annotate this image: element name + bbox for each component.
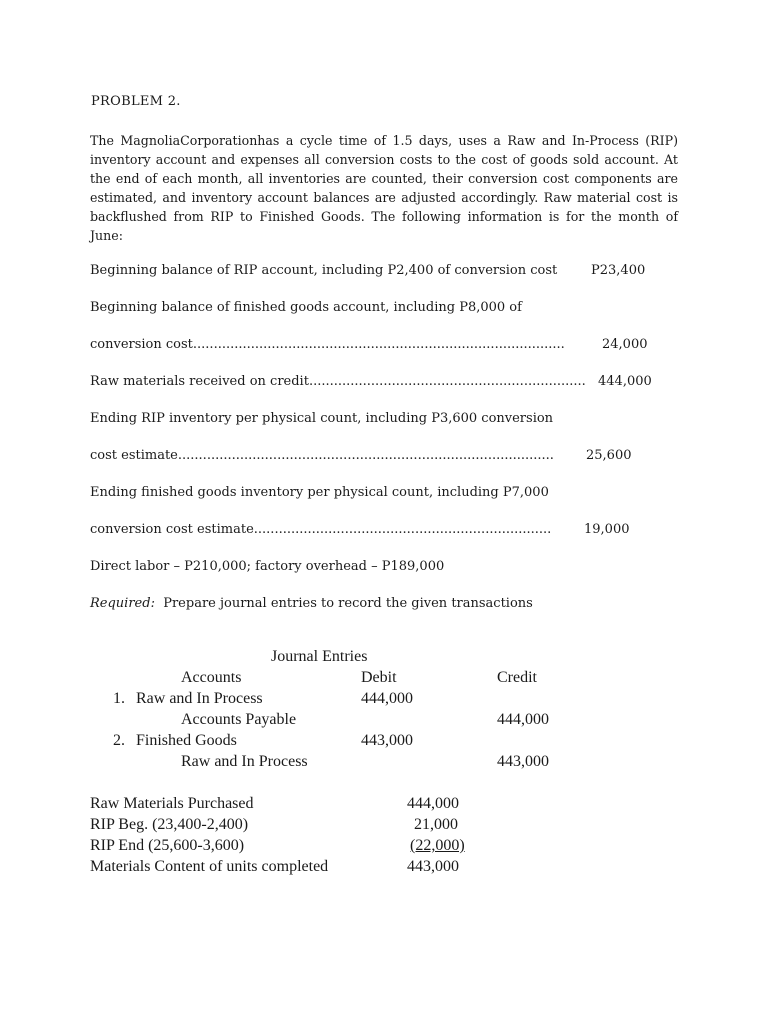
journal-row-4-account: Raw and In Process [181, 753, 308, 770]
recon-row-3-label: RIP End (25,600-3,600) [90, 837, 245, 854]
journal-header-accounts: Accounts [181, 669, 242, 686]
info-line-1-value: P23,400 [591, 263, 646, 278]
required-line [90, 596, 533, 611]
recon-row-3-value: (22,000) [410, 837, 465, 854]
info-line-6-label [90, 448, 554, 463]
journal-row-3-account: Finished Goods [136, 732, 237, 749]
leader-dots: ........................................................................................... [177, 448, 554, 463]
info-line-2-label: Beginning balance of finished goods account, including P8,000 of [90, 300, 522, 315]
journal-row-1-debit: 444,000 [361, 690, 413, 707]
info-line-7-label: Ending finished goods inventory per physical count, including P7,000 [90, 485, 549, 500]
journal-row-1-number: 1. [113, 690, 125, 707]
recon-row-1-value: 444,000 [407, 795, 459, 812]
journal-row-2-account: Accounts Payable [181, 711, 297, 728]
info-line-8-text: conversion cost estimate [90, 522, 254, 537]
info-line-3-label [90, 337, 565, 352]
leader-dots: .......................................................................................... [192, 337, 565, 352]
info-line-4-label [90, 374, 586, 389]
info-line-4-value: 444,000 [598, 374, 652, 389]
journal-header-credit: Credit [497, 669, 537, 686]
recon-row-4-label: Materials Content of units completed [90, 858, 329, 875]
leader-dots: ........................................................................ [253, 522, 552, 537]
recon-row-1-label: Raw Materials Purchased [90, 795, 254, 812]
required-text: Prepare journal entries to record the given transactions [163, 596, 533, 611]
journal-row-1-account: Raw and In Process [136, 690, 263, 707]
info-line-6-value: 25,600 [586, 448, 632, 463]
recon-row-4-value: 443,000 [407, 858, 459, 875]
info-line-5-label: Ending RIP inventory per physical count, including P3,600 conversion [90, 411, 554, 426]
problem-intro-paragraph: The MagnoliaCorporationhas a cycle time of 1.5 days, uses a Raw and In-Process (RIP) inventory account and expenses all conversion costs to the cost of goods sold account. At the end of each month, all inventories are counted, their conversion cost components are estimated, and inventory account balances are adjusted accordingly. Raw material cost is backflushed from RIP to Finished Goods. The following information is for the month of June: [90, 133, 678, 243]
info-line-3-value: 24,000 [602, 337, 648, 352]
info-line-8-value: 19,000 [584, 522, 630, 537]
info-line-3-text: conversion cost [90, 337, 193, 352]
journal-row-3-number: 2. [113, 732, 125, 749]
problem-heading: PROBLEM 2. [91, 94, 181, 109]
journal-row-4-credit: 443,000 [497, 753, 549, 770]
info-line-4-text: Raw materials received on credit [90, 374, 309, 389]
info-line-8-label [90, 522, 551, 537]
journal-row-2-credit: 444,000 [497, 711, 549, 728]
required-label: Required: [90, 596, 155, 611]
leader-dots: ................................................................... [308, 374, 586, 389]
info-line-6-text: cost estimate [90, 448, 178, 463]
recon-row-2-label: RIP Beg. (23,400-2,400) [90, 816, 249, 833]
journal-header-debit: Debit [361, 669, 397, 686]
info-line-9-label: Direct labor – P210,000; factory overhead – P189,000 [90, 559, 445, 574]
info-line-1-label: Beginning balance of RIP account, including P2,400 of conversion cost [90, 263, 558, 278]
journal-title: Journal Entries [271, 648, 368, 665]
recon-row-2-value: 21,000 [414, 816, 458, 833]
journal-row-3-debit: 443,000 [361, 732, 413, 749]
